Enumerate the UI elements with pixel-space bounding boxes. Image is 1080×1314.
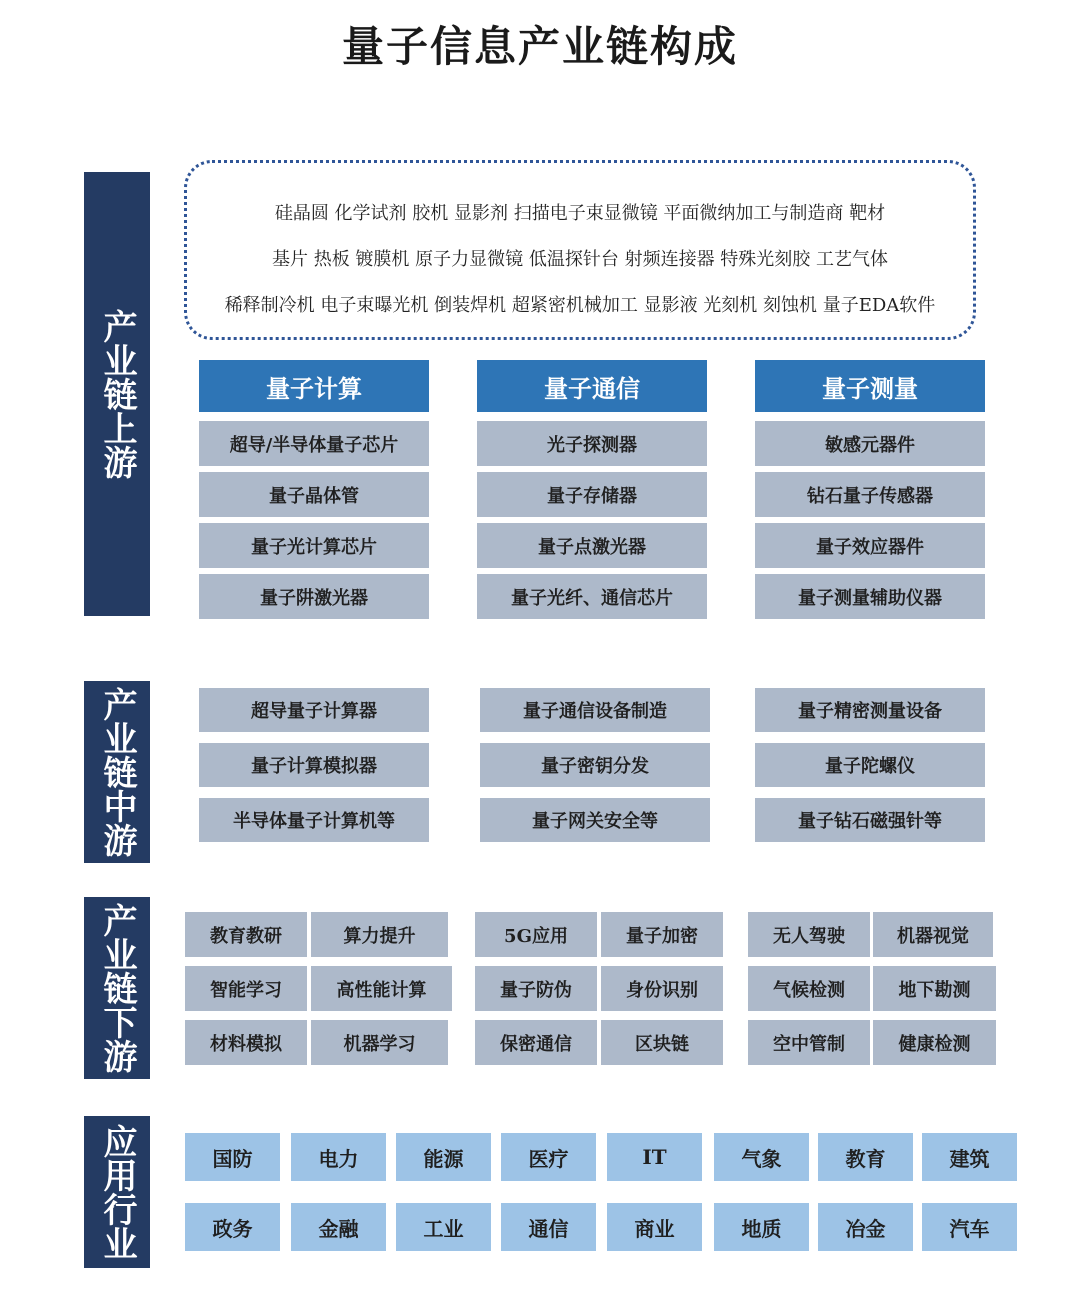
upstream-item: 量子光计算芯片 (199, 523, 429, 568)
category-header-quantum-measurement: 量子测量 (755, 360, 985, 412)
application-item: 医疗 (501, 1133, 596, 1181)
materials-line: 稀释制冷机 电子束曝光机 倒装焊机 超紧密机械加工 显影液 光刻机 刻蚀机 量子EDA软件 (224, 295, 936, 316)
upstream-item: 量子效应器件 (755, 523, 985, 568)
downstream-item: 5G应用 (475, 912, 597, 957)
application-item: 建筑 (922, 1133, 1017, 1181)
upstream-materials-box (184, 160, 976, 340)
upstream-item: 光子探测器 (477, 421, 707, 466)
downstream-item: 教育教研 (185, 912, 307, 957)
application-item: 金融 (291, 1203, 386, 1251)
application-item: 冶金 (818, 1203, 913, 1251)
application-item: 政务 (185, 1203, 280, 1251)
materials-line: 硅晶圆 化学试剂 胶机 显影剂 扫描电子束显微镜 平面微纳加工与制造商 靶材 (274, 203, 886, 224)
downstream-item: 保密通信 (475, 1020, 597, 1065)
midstream-item: 量子钻石磁强针等 (755, 798, 985, 842)
stage-label-upstream (84, 172, 150, 616)
upstream-item: 超导/半导体量子芯片 (199, 421, 429, 466)
downstream-item: 气候检测 (748, 966, 870, 1011)
downstream-item: 量子防伪 (475, 966, 597, 1011)
upstream-item: 量子光纤、通信芯片 (477, 574, 707, 619)
application-item: 国防 (185, 1133, 280, 1181)
upstream-item: 敏感元器件 (755, 421, 985, 466)
midstream-item: 半导体量子计算机等 (199, 798, 429, 842)
upstream-item: 量子存储器 (477, 472, 707, 517)
midstream-item: 量子计算模拟器 (199, 743, 429, 787)
downstream-item: 智能学习 (185, 966, 307, 1011)
stage-label-application (84, 1116, 150, 1268)
page-title: 量子信息产业链构成 (341, 22, 738, 71)
application-item: 电力 (291, 1133, 386, 1181)
stage-label-application-text: 应用行业 (97, 1124, 137, 1260)
upstream-item: 量子测量辅助仪器 (755, 574, 985, 619)
downstream-item: 无人驾驶 (748, 912, 870, 957)
category-header-quantum-computing: 量子计算 (199, 360, 429, 412)
stage-label-midstream (84, 681, 150, 863)
application-item: 通信 (501, 1203, 596, 1251)
midstream-item: 量子通信设备制造 (480, 688, 710, 732)
downstream-item: 机器学习 (311, 1020, 448, 1065)
downstream-item: 健康检测 (873, 1020, 996, 1065)
application-item: 工业 (396, 1203, 491, 1251)
downstream-item: 材料模拟 (185, 1020, 307, 1065)
application-item: 能源 (396, 1133, 491, 1181)
stage-label-upstream-text: 产业链上游 (97, 309, 137, 479)
downstream-item: 量子加密 (601, 912, 723, 957)
midstream-item: 超导量子计算器 (199, 688, 429, 732)
upstream-item: 量子晶体管 (199, 472, 429, 517)
downstream-item: 区块链 (601, 1020, 723, 1065)
materials-line: 基片 热板 镀膜机 原子力显微镜 低温探针台 射频连接器 特殊光刻胶 工艺气体 (271, 249, 889, 270)
midstream-item: 量子网关安全等 (480, 798, 710, 842)
midstream-item: 量子精密测量设备 (755, 688, 985, 732)
downstream-item: 身份识别 (601, 966, 723, 1011)
upstream-item: 量子点激光器 (477, 523, 707, 568)
downstream-item: 算力提升 (311, 912, 448, 957)
application-item: 教育 (818, 1133, 913, 1181)
application-item: 地质 (714, 1203, 809, 1251)
midstream-item: 量子陀螺仪 (755, 743, 985, 787)
downstream-item: 高性能计算 (311, 966, 452, 1011)
category-header-quantum-communication: 量子通信 (477, 360, 707, 412)
stage-label-downstream-text: 产业链下游 (97, 903, 137, 1073)
application-item: 商业 (607, 1203, 702, 1251)
upstream-item: 钻石量子传感器 (755, 472, 985, 517)
downstream-item: 地下勘测 (873, 966, 996, 1011)
application-item: 气象 (714, 1133, 809, 1181)
stage-label-midstream-text: 产业链中游 (97, 687, 137, 857)
upstream-item: 量子阱激光器 (199, 574, 429, 619)
application-item: 汽车 (922, 1203, 1017, 1251)
application-item: IT (607, 1133, 702, 1181)
downstream-item: 机器视觉 (873, 912, 993, 957)
stage-label-downstream (84, 897, 150, 1079)
midstream-item: 量子密钥分发 (480, 743, 710, 787)
downstream-item: 空中管制 (748, 1020, 870, 1065)
